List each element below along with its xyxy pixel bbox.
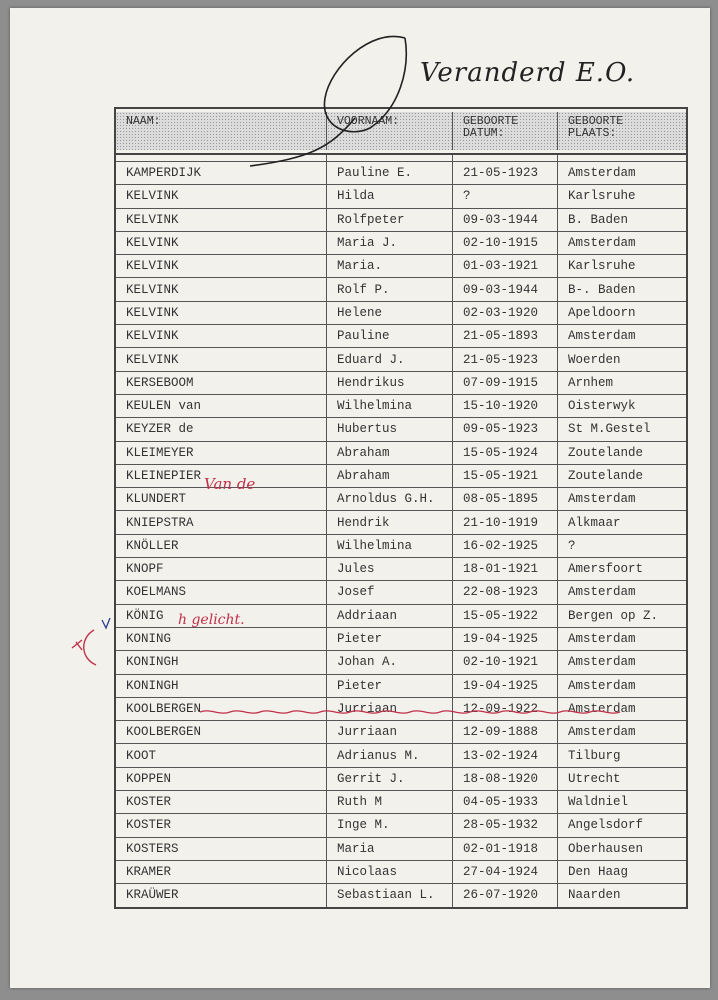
cell-geboorte-datum: 21-05-1923	[453, 348, 558, 370]
cell-voornaam: Nicolaas	[327, 861, 453, 883]
table-body	[116, 162, 686, 907]
table-row	[116, 488, 686, 511]
cell-naam: KLUNDERT	[116, 488, 327, 510]
cell-voornaam: Jules	[327, 558, 453, 580]
cell-naam: KRAÜWER	[116, 884, 327, 906]
cell-voornaam: Rolfpeter	[327, 209, 453, 231]
cell-naam: KLEINEPIER	[116, 465, 327, 487]
cell-geboorte-plaats: Angelsdorf	[568, 818, 644, 833]
table-row	[116, 558, 686, 581]
table-row	[116, 372, 686, 395]
table-row	[116, 395, 686, 418]
table-row	[116, 442, 686, 465]
cell-geboorte-datum: 18-08-1920	[453, 768, 558, 790]
cell-naam: KOSTER	[116, 814, 327, 836]
cell-naam: KOPPEN	[116, 768, 327, 790]
names-table	[114, 107, 688, 909]
note-van-de: Van de	[204, 475, 256, 493]
cell-voornaam: Wilhelmina	[327, 535, 453, 557]
table-row	[116, 628, 686, 651]
cell-geboorte-plaats: Karlsruhe	[568, 189, 636, 204]
cell-geboorte-datum: 12-09-1888	[453, 721, 558, 743]
cell-naam: KLEIMEYER	[116, 442, 327, 464]
table-header	[116, 109, 686, 155]
header-gap	[116, 155, 686, 162]
table-row	[116, 325, 686, 348]
table-row	[116, 535, 686, 558]
cell-voornaam: Hilda	[327, 185, 453, 207]
cell-geboorte-datum: 09-05-1923	[453, 418, 558, 440]
cell-geboorte-datum: 15-10-1920	[453, 395, 558, 417]
cell-naam: KELVINK	[116, 302, 327, 324]
cell-geboorte-datum: 08-05-1895	[453, 488, 558, 510]
cell-voornaam: Abraham	[327, 442, 453, 464]
cell-geboorte-datum: 19-04-1925	[453, 628, 558, 650]
cell-naam: KEYZER de	[116, 418, 327, 440]
cell-geboorte-plaats: Amsterdam	[568, 632, 636, 647]
cell-geboorte-datum: ?	[453, 185, 558, 207]
cell-geboorte-plaats: Bergen op Z.	[568, 608, 659, 623]
header-geboorte-datum: GEBOORTE DATUM:	[453, 112, 558, 150]
cell-naam: KRAMER	[116, 861, 327, 883]
cell-geboorte-plaats: Amsterdam	[568, 655, 636, 670]
table-row	[116, 278, 686, 301]
table-row	[116, 255, 686, 278]
cell-naam: KELVINK	[116, 325, 327, 347]
cell-voornaam: Gerrit J.	[327, 768, 453, 790]
cell-geboorte-datum: 16-02-1925	[453, 535, 558, 557]
note-gelicht: h gelicht.	[178, 612, 245, 628]
cell-geboorte-plaats: Amsterdam	[568, 329, 636, 344]
cell-geboorte-plaats: St M.Gestel	[568, 422, 651, 437]
cell-geboorte-datum: 21-10-1919	[453, 511, 558, 533]
table-row	[116, 185, 686, 208]
table-row	[116, 791, 686, 814]
table-row	[116, 348, 686, 371]
cell-voornaam: Hendrikus	[327, 372, 453, 394]
cell-naam: KELVINK	[116, 232, 327, 254]
cell-geboorte-datum: 02-10-1921	[453, 651, 558, 673]
cell-geboorte-plaats: Karlsruhe	[568, 259, 636, 274]
cell-naam: KOOLBERGEN	[116, 698, 327, 720]
cell-geboorte-datum: 15-05-1921	[453, 465, 558, 487]
cell-naam: KELVINK	[116, 348, 327, 370]
cell-geboorte-plaats: Amsterdam	[568, 492, 636, 507]
cell-voornaam: Helene	[327, 302, 453, 324]
table-row	[116, 814, 686, 837]
cell-geboorte-plaats: Naarden	[568, 888, 621, 903]
cell-voornaam: Adrianus M.	[327, 744, 453, 766]
cell-voornaam: Pieter	[327, 628, 453, 650]
table-row	[116, 884, 686, 906]
cell-geboorte-datum: 13-02-1924	[453, 744, 558, 766]
table-row	[116, 302, 686, 325]
cell-geboorte-datum: 22-08-1923	[453, 581, 558, 603]
cell-naam: KNÖLLER	[116, 535, 327, 557]
cell-geboorte-datum: 09-03-1944	[453, 209, 558, 231]
cell-voornaam: Pauline	[327, 325, 453, 347]
cell-geboorte-plaats: B. Baden	[568, 212, 629, 227]
cell-voornaam: Hendrik	[327, 511, 453, 533]
table-row	[116, 418, 686, 441]
cell-geboorte-plaats: Utrecht	[568, 771, 621, 786]
cell-voornaam: Jurriaan	[327, 721, 453, 743]
annotation-top: Veranderd E.O.	[420, 58, 636, 88]
document-page	[10, 8, 710, 988]
cell-geboorte-datum: 19-04-1925	[453, 675, 558, 697]
cell-geboorte-plaats: Amsterdam	[568, 585, 636, 600]
cell-naam: KELVINK	[116, 255, 327, 277]
cell-geboorte-plaats: Amsterdam	[568, 701, 636, 716]
header-naam: NAAM:	[116, 112, 327, 150]
cell-geboorte-datum: 04-05-1933	[453, 791, 558, 813]
cell-voornaam: Rolf P.	[327, 278, 453, 300]
cell-geboorte-plaats: Tilburg	[568, 748, 621, 763]
cell-geboorte-datum: 02-03-1920	[453, 302, 558, 324]
cell-naam: KAMPERDIJK	[116, 162, 327, 184]
table-row	[116, 162, 686, 185]
cell-naam: KONINGH	[116, 651, 327, 673]
header-voornaam: VOORNAAM:	[327, 112, 453, 150]
cell-voornaam: Inge M.	[327, 814, 453, 836]
cell-geboorte-plaats: Amersfoort	[568, 562, 644, 577]
cell-naam: KOSTERS	[116, 838, 327, 860]
table-row	[116, 209, 686, 232]
cell-geboorte-plaats: Amsterdam	[568, 236, 636, 251]
cell-geboorte-plaats: Apeldoorn	[568, 305, 636, 320]
cell-geboorte-datum: 26-07-1920	[453, 884, 558, 906]
cell-geboorte-plaats: Oisterwyk	[568, 399, 636, 414]
cell-voornaam: Jurriaan	[327, 698, 453, 720]
cell-geboorte-datum: 07-09-1915	[453, 372, 558, 394]
table-row	[116, 651, 686, 674]
table-row	[116, 511, 686, 534]
cell-naam: KELVINK	[116, 278, 327, 300]
cell-geboorte-plaats: Woerden	[568, 352, 621, 367]
cell-geboorte-plaats: Waldniel	[568, 795, 629, 810]
cell-geboorte-datum: 12-09-1922	[453, 698, 558, 720]
cell-voornaam: Hubertus	[327, 418, 453, 440]
cell-geboorte-datum: 15-05-1924	[453, 442, 558, 464]
cell-naam: KNOPF	[116, 558, 327, 580]
cell-voornaam: Wilhelmina	[327, 395, 453, 417]
table-row	[116, 721, 686, 744]
cell-geboorte-datum: 02-10-1915	[453, 232, 558, 254]
cell-voornaam: Eduard J.	[327, 348, 453, 370]
cell-voornaam: Ruth M	[327, 791, 453, 813]
table-row	[116, 744, 686, 767]
cell-geboorte-datum: 21-05-1923	[453, 162, 558, 184]
cell-voornaam: Maria.	[327, 255, 453, 277]
cell-geboorte-plaats: Zoutelande	[568, 469, 644, 483]
table-row	[116, 768, 686, 791]
cell-voornaam: Addriaan	[327, 605, 453, 627]
cell-naam: KOOLBERGEN	[116, 721, 327, 743]
cell-geboorte-plaats: Alkmaar	[568, 515, 621, 530]
cell-geboorte-datum: 01-03-1921	[453, 255, 558, 277]
cell-naam: KELVINK	[116, 185, 327, 207]
cell-voornaam: Johan A.	[327, 651, 453, 673]
cell-geboorte-datum: 28-05-1932	[453, 814, 558, 836]
cell-voornaam: Sebastiaan L.	[327, 884, 453, 906]
cell-geboorte-plaats: Arnhem	[568, 375, 614, 390]
cell-naam: KOELMANS	[116, 581, 327, 603]
cell-geboorte-plaats: B-. Baden	[568, 282, 636, 297]
cell-geboorte-datum: 21-05-1893	[453, 325, 558, 347]
cell-geboorte-datum: 18-01-1921	[453, 558, 558, 580]
cell-geboorte-plaats: Amsterdam	[568, 725, 636, 740]
cell-naam: KOOT	[116, 744, 327, 766]
cell-voornaam: Josef	[327, 581, 453, 603]
cell-naam: KELVINK	[116, 209, 327, 231]
cell-naam: KONINGH	[116, 675, 327, 697]
cell-voornaam: Arnoldus G.H.	[327, 488, 453, 510]
cell-naam: KERSEBOOM	[116, 372, 327, 394]
table-row	[116, 675, 686, 698]
table-row	[116, 581, 686, 604]
cell-naam: KNIEPSTRA	[116, 511, 327, 533]
cell-voornaam: Maria	[327, 838, 453, 860]
cell-geboorte-plaats: ?	[568, 538, 576, 553]
cell-geboorte-plaats: Amsterdam	[568, 678, 636, 693]
cell-geboorte-plaats: Oberhausen	[568, 841, 644, 856]
cell-voornaam: Abraham	[327, 465, 453, 487]
table-row	[116, 838, 686, 861]
table-row	[116, 465, 686, 488]
cell-naam: KÖNIG	[116, 605, 327, 627]
cell-geboorte-plaats: Zoutelande	[568, 445, 644, 460]
table-row	[116, 698, 686, 721]
cell-geboorte-plaats: Amsterdam	[568, 166, 636, 181]
cell-voornaam: Pauline E.	[327, 162, 453, 184]
cell-naam: KONING	[116, 628, 327, 650]
cell-voornaam: Pieter	[327, 675, 453, 697]
cell-geboorte-datum: 15-05-1922	[453, 605, 558, 627]
header-geboorte-plaats: GEBOORTE PLAATS:	[558, 112, 686, 150]
cell-geboorte-datum: 02-01-1918	[453, 838, 558, 860]
cell-geboorte-datum: 27-04-1924	[453, 861, 558, 883]
cell-geboorte-datum: 09-03-1944	[453, 278, 558, 300]
table-row	[116, 232, 686, 255]
cell-naam: KOSTER	[116, 791, 327, 813]
cell-voornaam: Maria J.	[327, 232, 453, 254]
cell-naam: KEULEN van	[116, 395, 327, 417]
cell-geboorte-plaats: Den Haag	[568, 865, 629, 880]
table-row	[116, 861, 686, 884]
